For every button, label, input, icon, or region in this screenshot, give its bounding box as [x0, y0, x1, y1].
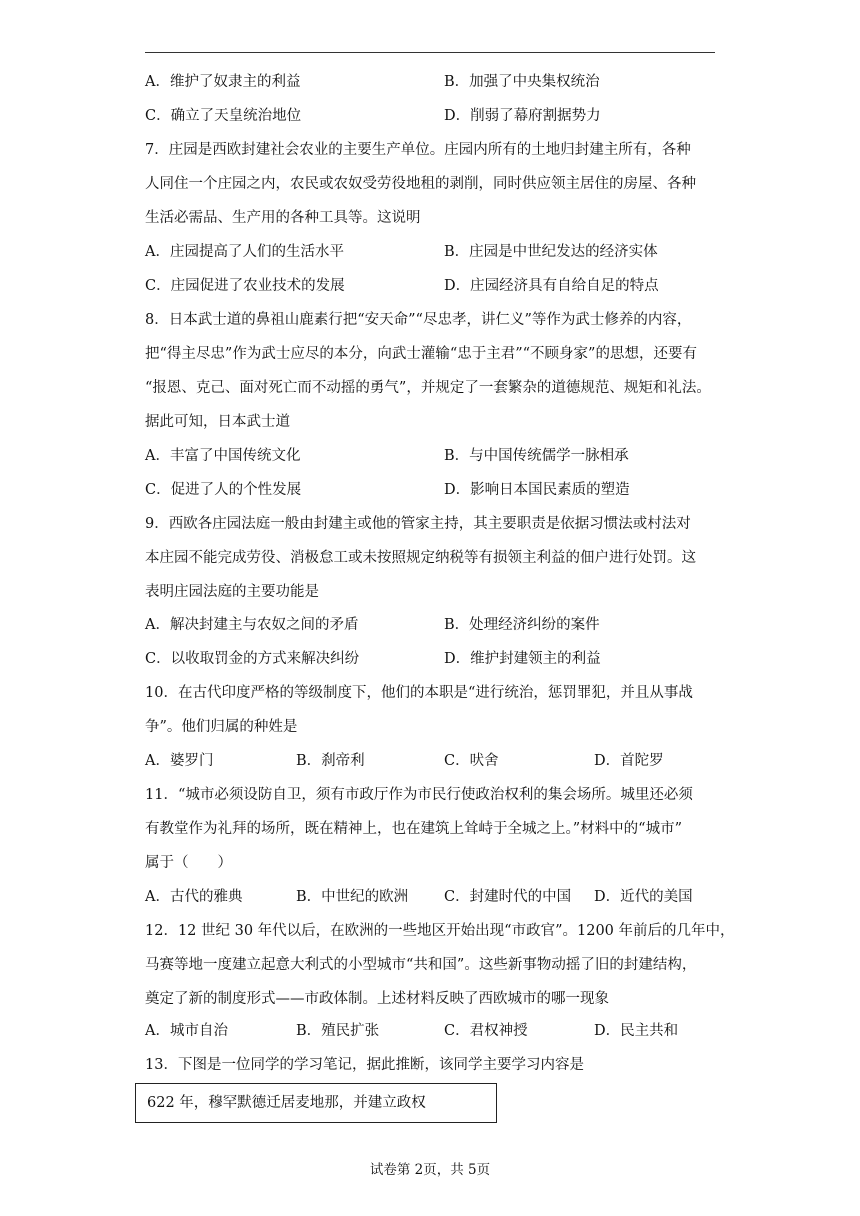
- q8-option-d: D．影响日本国民素质的塑造: [444, 482, 630, 498]
- q7-stem-line: 7．庄园是西欧封建社会农业的主要生产单位。庄园内所有的土地归封建主所有，各种: [145, 142, 691, 158]
- q11-stem-line: 11．“城市必须设防自卫，须有市政厅作为市民行使政治权利的集会场所。城里还必须: [145, 787, 693, 803]
- q9-option-b: B．处理经济纠纷的案件: [444, 617, 600, 633]
- q8-option-c: C．促进了人的个性发展: [145, 482, 302, 498]
- q10-stem-line: 争”。他们归属的种姓是: [145, 719, 298, 735]
- q6-option-c: C．确立了天皇统治地位: [145, 108, 302, 124]
- q12-option-a: A．城市自治: [145, 1023, 228, 1039]
- q12-option-c: C．君权神授: [444, 1023, 528, 1039]
- q7-option-d: D．庄园经济具有自给自足的特点: [444, 278, 659, 294]
- header-rule: [145, 52, 715, 53]
- q10-stem-line: 10．在古代印度严格的等级制度下，他们的本职是“进行统治，惩罚罪犯，并且从事战: [145, 685, 693, 701]
- q7-option-a: A．庄园提高了人们的生活水平: [145, 244, 344, 260]
- q12-option-b: B．殖民扩张: [296, 1023, 380, 1039]
- q11-option-d: D．近代的美国: [594, 889, 693, 905]
- q7-option-c: C．庄园促进了农业技术的发展: [145, 278, 345, 294]
- q12-stem-line: 12．12 世纪 30 年代以后，在欧洲的一些地区开始出现“市政官”。1200 年前后的几年中，: [145, 923, 735, 939]
- q10-option-d: D．首陀罗: [594, 753, 664, 769]
- q12-option-d: D．民主共和: [594, 1023, 679, 1039]
- q10-option-c: C．吠舍: [444, 753, 499, 769]
- q8-stem-line: 把“得主尽忠”作为武士应尽的本分，向武士灌输“忠于主君”“不顾身家”的思想，还要有: [145, 346, 697, 362]
- q7-stem-line: 人同住一个庄园之内，农民或农奴受劳役地租的剥削，同时供应领主居住的房屋、各种: [145, 176, 696, 192]
- q8-option-a: A．丰富了中国传统文化: [145, 448, 301, 464]
- q12-stem-line: 奠定了新的制度形式——市政体制。上述材料反映了西欧城市的哪一现象: [145, 991, 609, 1007]
- q11-stem-line: 属于（ ）: [145, 855, 232, 871]
- q6-option-b: B．加强了中央集权统治: [444, 74, 600, 90]
- q9-option-d: D．维护封建领主的利益: [444, 651, 601, 667]
- q11-option-c: C．封建时代的中国: [444, 889, 572, 905]
- q6-option-d: D．削弱了幕府割据势力: [444, 108, 601, 124]
- q7-option-b: B．庄园是中世纪发达的经济实体: [444, 244, 658, 260]
- q11-option-a: A．古代的雅典: [145, 889, 243, 905]
- q11-option-b: B．中世纪的欧洲: [296, 889, 409, 905]
- q9-stem-line: 9．西欧各庄园法庭一般由封建主或他的管家主持，其主要职责是依据习惯法或村法对: [145, 516, 691, 532]
- q9-option-c: C．以收取罚金的方式来解决纠纷: [145, 651, 360, 667]
- q12-stem-line: 马赛等地一度建立起意大利式的小型城市“共和国”。这些新事物动摇了旧的封建结构，: [145, 957, 697, 973]
- q10-option-a: A．婆罗门: [145, 753, 214, 769]
- study-note-box: [135, 1083, 497, 1123]
- page-footer: 试卷第 2页，共 5页: [369, 1162, 491, 1178]
- q6-option-a: A．维护了奴隶主的利益: [145, 74, 301, 90]
- q8-stem-line: “报恩、克己、面对死亡而不动摇的勇气”，并规定了一套繁杂的道德规范、规矩和礼法。: [145, 380, 711, 396]
- q7-stem-line: 生活必需品、生产用的各种工具等。这说明: [145, 210, 421, 226]
- q11-stem-line: 有教堂作为礼拜的场所，既在精神上，也在建筑上耸峙于全城之上。”材料中的“城市”: [145, 821, 682, 837]
- q8-stem-line: 据此可知，日本武士道: [145, 414, 290, 430]
- study-note-text: 622 年，穆罕默德迁居麦地那，并建立政权: [147, 1095, 426, 1111]
- q9-option-a: A．解决封建主与农奴之间的矛盾: [145, 617, 359, 633]
- q9-stem-line: 表明庄园法庭的主要功能是: [145, 584, 319, 600]
- q9-stem-line: 本庄园不能完成劳役、消极怠工或未按照规定纳税等有损领主利益的佃户进行处罚。这: [145, 550, 696, 566]
- q8-stem-line: 8．日本武士道的鼻祖山鹿素行把“安天命”“尽忠孝，讲仁义”等作为武士修养的内容，: [145, 312, 692, 328]
- q10-option-b: B．刹帝利: [296, 753, 365, 769]
- q13-stem-line: 13．下图是一位同学的学习笔记，据此推断，该同学主要学习内容是: [145, 1057, 584, 1073]
- q8-option-b: B．与中国传统儒学一脉相承: [444, 448, 629, 464]
